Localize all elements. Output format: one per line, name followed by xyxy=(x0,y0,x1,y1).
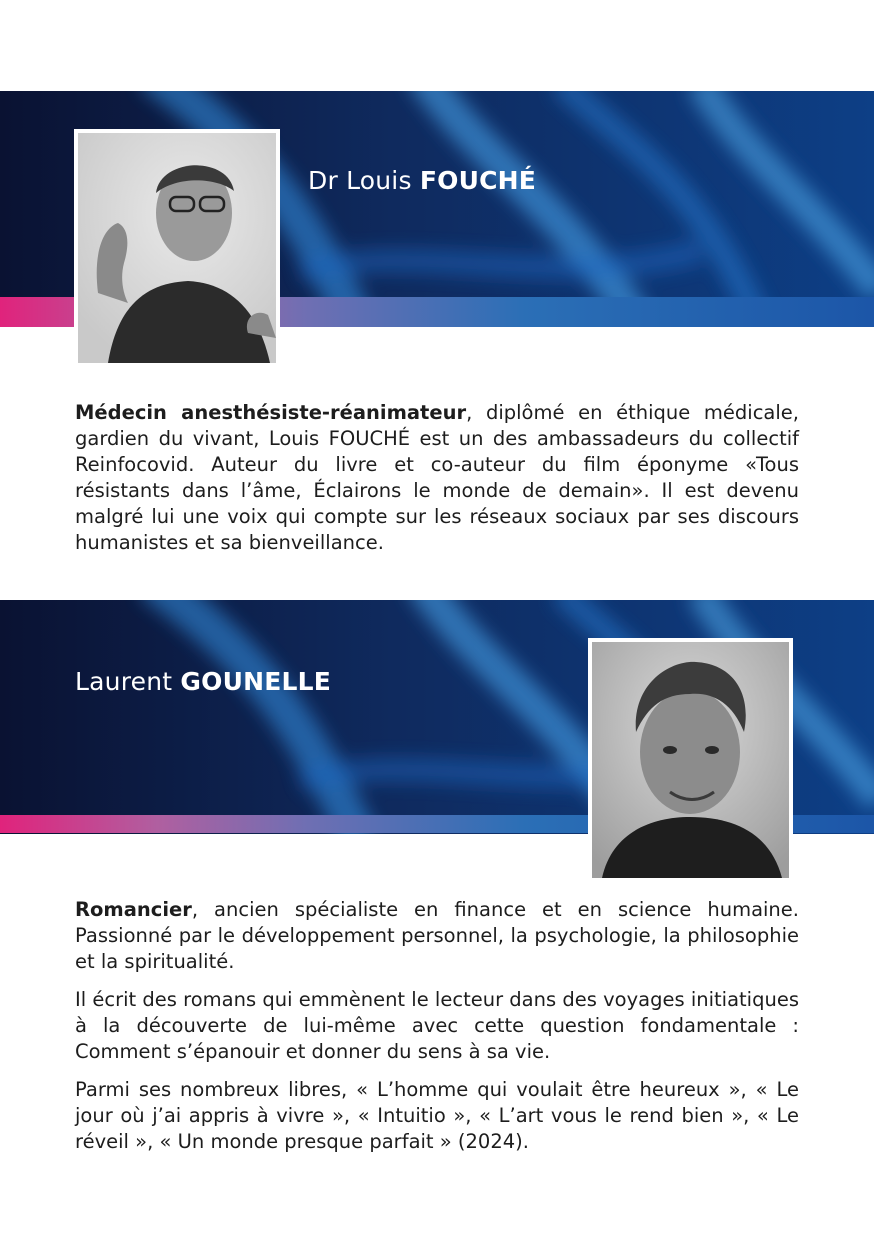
first-name: Dr Louis xyxy=(308,166,412,195)
bio-lead: Romancier xyxy=(75,898,192,921)
person-name-gounelle xyxy=(75,667,331,696)
bio-paragraph xyxy=(75,897,799,975)
portrait-gounelle xyxy=(588,638,793,882)
bio-paragraph xyxy=(75,400,799,556)
person-name-fouche xyxy=(308,166,536,195)
first-name: Laurent xyxy=(75,667,173,696)
bio-paragraph-2: Il écrit des romans qui emmènent le lecteur dans des voyages initiatiques à la découverte de lui-même avec cette question fondamentale : Comment s’épanouir et donner du sens à sa vie. xyxy=(75,988,799,1063)
bio-gounelle xyxy=(75,897,799,1167)
bio-lead: Médecin anesthésiste-réanimateur xyxy=(75,401,467,424)
bio-text: , ancien spécialiste en finance et en science humaine. Passionné par le développement personnel, la psychologie, la philosophie et la spiritualité. xyxy=(75,898,799,973)
bio-fouche xyxy=(75,400,799,568)
portrait-fouche xyxy=(74,129,280,367)
last-name: FOUCHÉ xyxy=(419,166,537,195)
bio-text: , diplômé en éthique médicale, gardien du vivant, Louis FOUCHÉ est un des ambassadeurs du collectif Reinfocovid. Auteur du livre et co-auteur du film éponyme «Tous résistants dans l’âme, Éclairons le monde de demain». Il est devenu malgré lui une voix qui compte sur les réseaux sociaux par ses discours humanistes et sa bienveillance. xyxy=(75,401,799,554)
last-name: GOUNELLE xyxy=(180,667,332,696)
bio-paragraph-3: Parmi ses nombreux libres, « L’homme qui voulait être heureux », « Le jour où j’ai appris à vivre », « Intuitio », « L’art vous le rend bien », « Le réveil », « Un monde presque parfait » (2024). xyxy=(75,1078,799,1153)
